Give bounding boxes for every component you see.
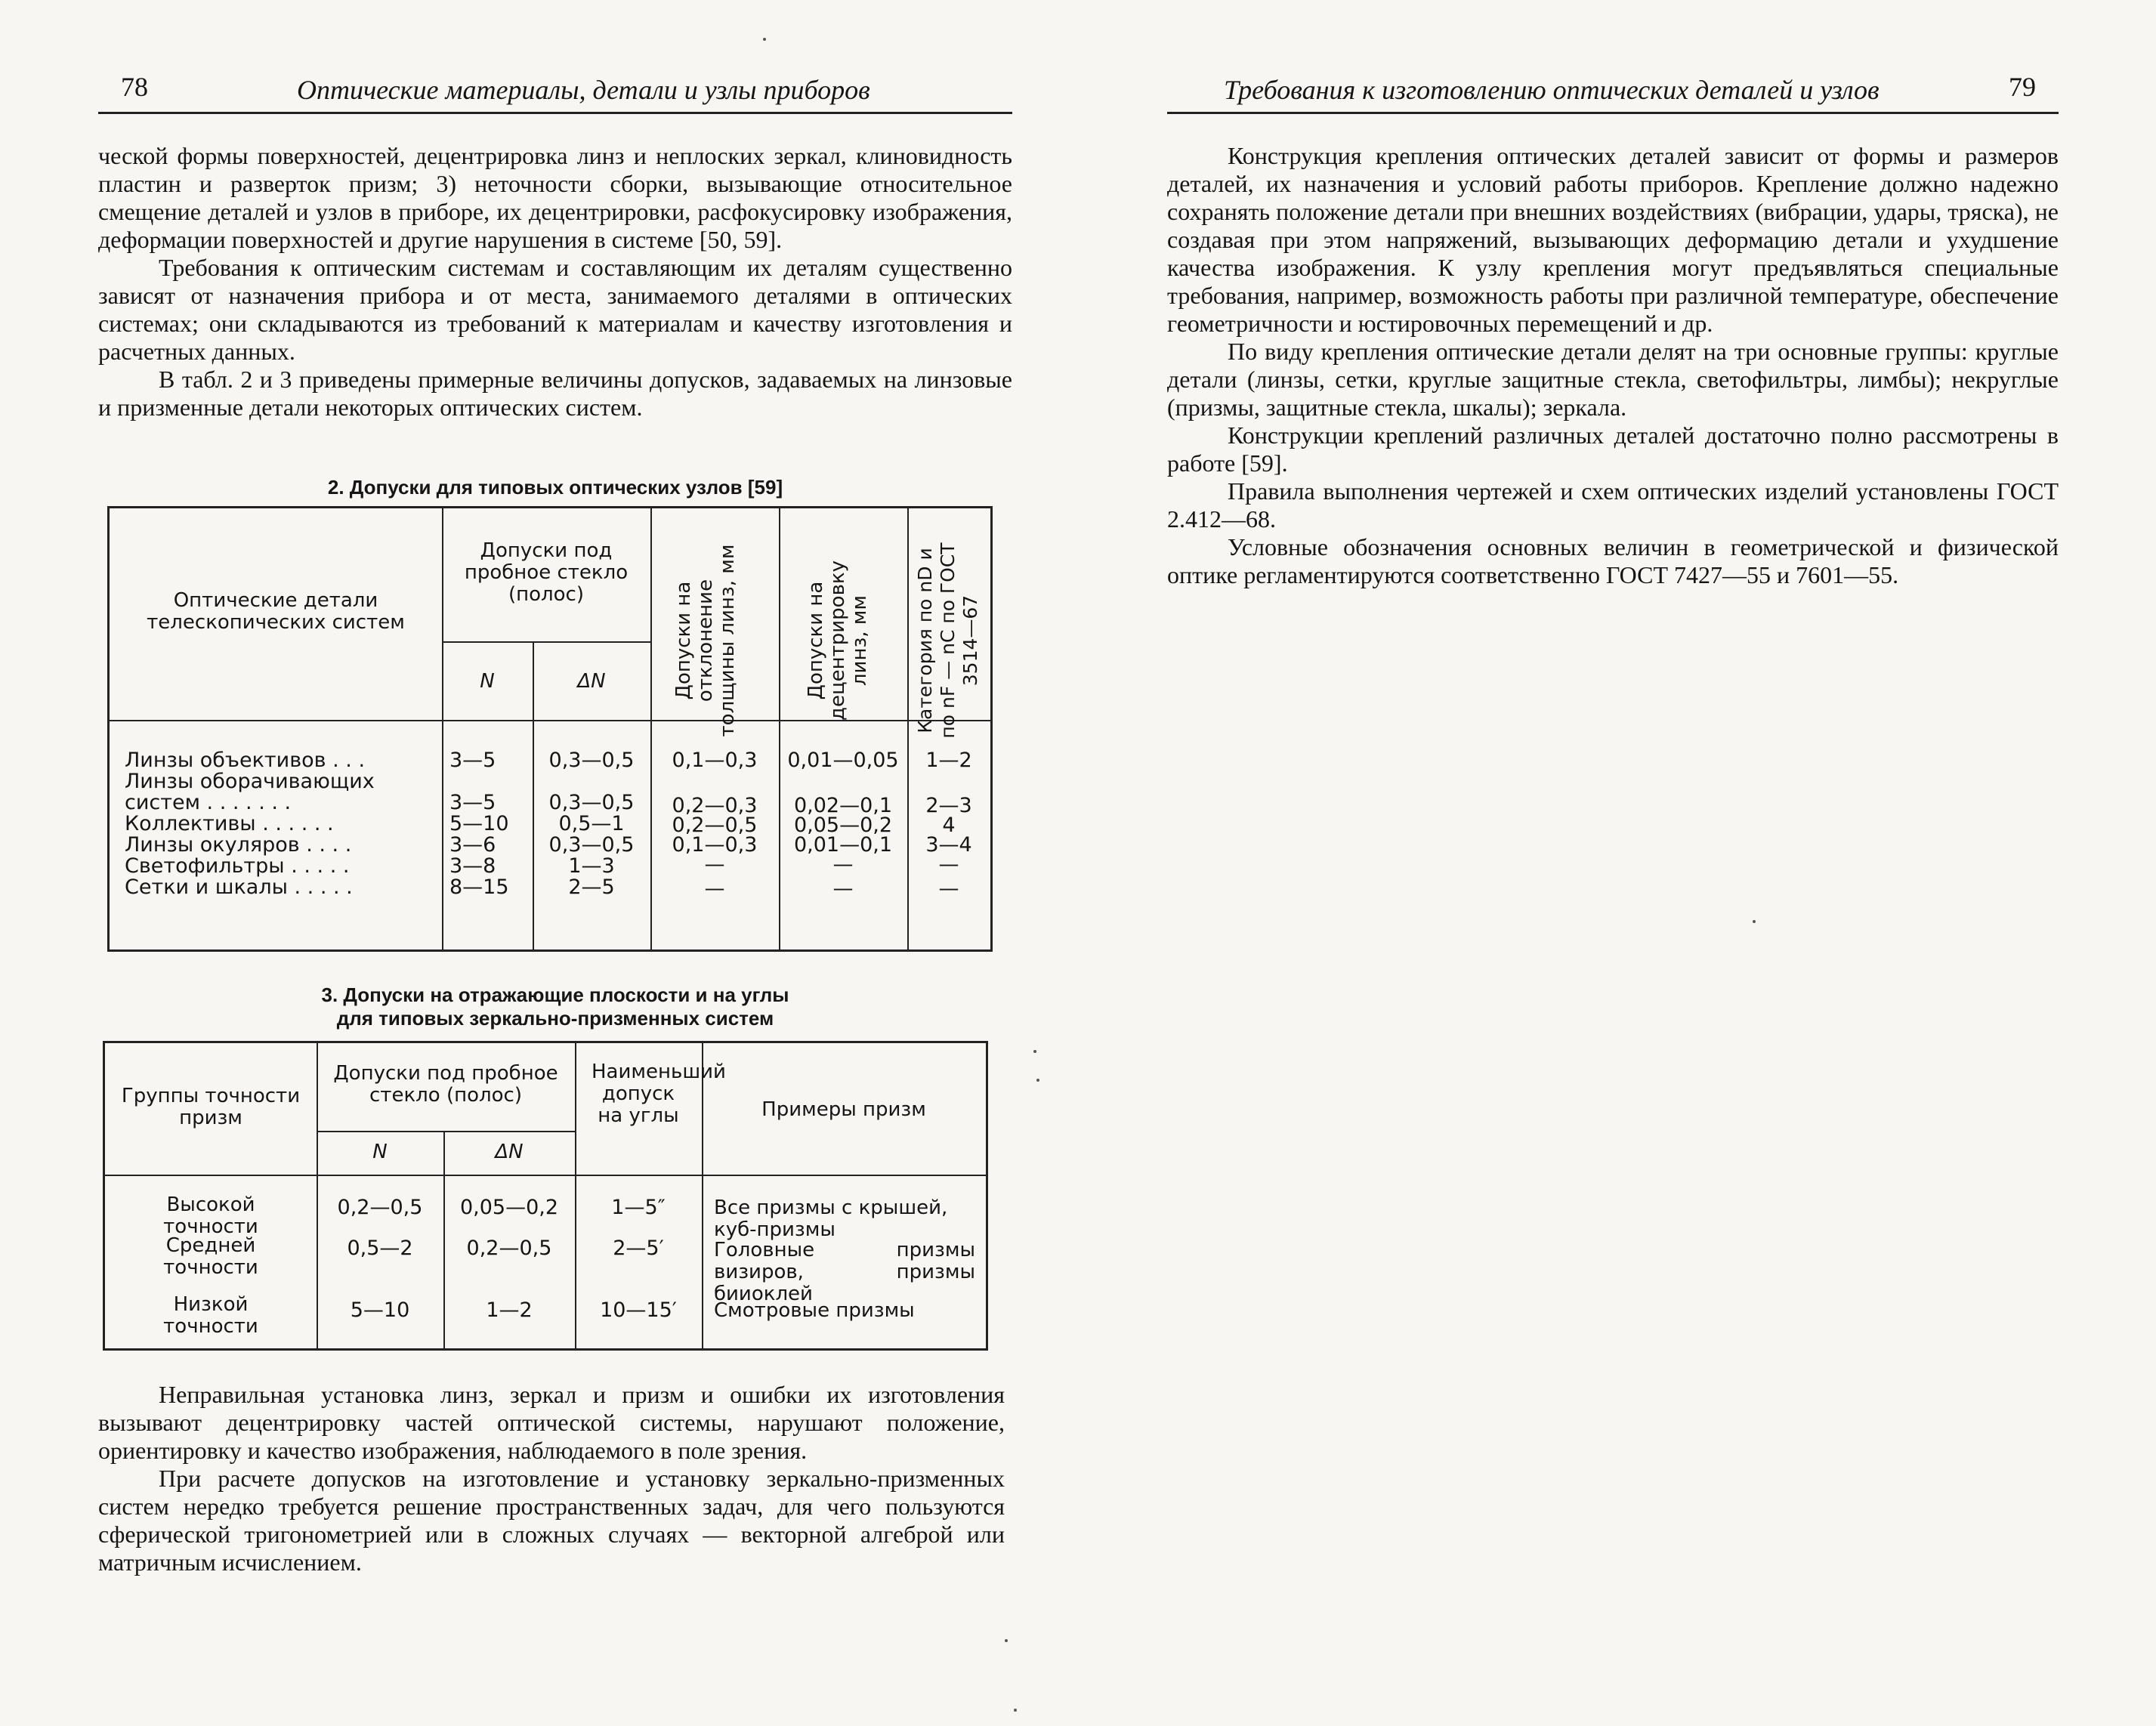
cell-dn: 1—2 bbox=[486, 1298, 533, 1322]
page-number: 79 bbox=[2009, 72, 2036, 102]
header-category: Категория по nD и по nF — nC по ГОСТ 3514—67 bbox=[914, 542, 981, 739]
row-leader: . . . bbox=[326, 749, 366, 772]
row-name: Линзы окуляров bbox=[125, 833, 300, 857]
row-leader: . . . . bbox=[299, 833, 352, 857]
right-page-header bbox=[1167, 66, 2059, 114]
paragraph: При расчете допусков на изготовление и установку зеркально-призменных систем нередко требуется решение пространственных задач, для чего пользуются сферической тригонометрией или в сложных случаях — векторной алгеброй или матричным исчислением. bbox=[98, 1465, 1005, 1576]
table-row bbox=[125, 877, 353, 898]
row-name: Светофильтры bbox=[125, 854, 285, 878]
scan-speck bbox=[1753, 920, 1756, 923]
header-n: N bbox=[372, 1141, 388, 1163]
cell-n: 3—6 bbox=[449, 833, 496, 857]
cell-decentering: 0,02—0,1 bbox=[793, 794, 893, 817]
cell-thickness: 0,2—0,5 bbox=[672, 814, 758, 837]
cell-decentering: — bbox=[832, 853, 854, 876]
scan-speck bbox=[1014, 1709, 1017, 1712]
cell-thickness: — bbox=[704, 853, 725, 876]
caption-line: 3. Допуски на отражающие плоскости и на углы bbox=[321, 983, 789, 1006]
scan-speck bbox=[1033, 1050, 1036, 1053]
left-page bbox=[98, 0, 1012, 1726]
cell-examples: Головные призмы визиров, призмы бииоклей bbox=[714, 1239, 975, 1305]
header-groups: Группы точности призм bbox=[121, 1085, 301, 1129]
left-page-header bbox=[98, 66, 1012, 114]
cell-angle: 2—5′ bbox=[613, 1237, 664, 1260]
header-test-glass: Допуски под пробное стекло (полос) bbox=[464, 539, 629, 606]
cell-decentering: 0,01—0,05 bbox=[787, 749, 899, 772]
table3-caption bbox=[98, 983, 1012, 1030]
right-page-text bbox=[1167, 142, 2059, 589]
table2 bbox=[107, 506, 993, 952]
paragraph: По виду крепления оптические детали делят на три основные группы: круглые детали (линзы, сетки, круглые защитные стекла, светофильтры, лимбы); некруглые (призмы, защитные стекла, шкалы); зеркала. bbox=[1167, 338, 2059, 421]
cell-dn: 2—5 bbox=[568, 875, 615, 899]
cell-category: 2—3 bbox=[925, 794, 972, 817]
row-leader: . . . . . . . bbox=[199, 791, 292, 814]
scan-speck bbox=[1005, 1639, 1008, 1642]
table2-caption: 2. Допуски для типовых оптических узлов [59] bbox=[327, 476, 783, 499]
cell-category: — bbox=[938, 853, 959, 876]
cell-n: 8—15 bbox=[449, 875, 509, 899]
cell-n: 0,2—0,5 bbox=[337, 1196, 423, 1219]
table-row bbox=[125, 856, 349, 877]
header-dn: ΔN bbox=[577, 670, 606, 693]
cell-n: 5—10 bbox=[350, 1298, 410, 1322]
row-name: Коллективы bbox=[125, 812, 256, 835]
running-head: Требования к изготовлению оптических деталей и узлов bbox=[1224, 75, 1880, 105]
cell-group: Высокой точности bbox=[163, 1193, 258, 1238]
paragraph: Неправильная установка линз, зеркал и призм и ошибки их изготовления вызывают децентрировку частей оптической системы, нарушают положение, ориентировку и качество изображения, наблюдаемого в поле зрения. bbox=[98, 1381, 1005, 1464]
header-test-glass: Допуски под пробное стекло (полос) bbox=[333, 1062, 558, 1107]
cell-thickness: 0,2—0,3 bbox=[672, 794, 758, 817]
table3 bbox=[103, 1041, 988, 1351]
header-angle: Наименьший допуск на углы bbox=[592, 1061, 726, 1127]
paragraph: Условные обозначения основных величин в геометрической и физической оптике регламентируются соответственно ГОСТ 7427—55 и 7601—55. bbox=[1167, 533, 2059, 588]
cell-thickness: — bbox=[704, 877, 725, 900]
cell-thickness: 0,1—0,3 bbox=[672, 749, 758, 772]
row-name: Линзы объективов bbox=[125, 749, 326, 772]
table-row bbox=[125, 814, 334, 835]
row-leader: . . . . . bbox=[284, 854, 350, 878]
scan-speck bbox=[1036, 1079, 1039, 1082]
caption-line: для типовых зеркально-призменных систем bbox=[336, 1007, 774, 1030]
cell-dn: 0,3—0,5 bbox=[548, 791, 635, 814]
table-row bbox=[125, 750, 365, 771]
cell-n: 0,5—2 bbox=[347, 1237, 413, 1260]
row-name: Линзы оборачивающих систем bbox=[125, 770, 375, 814]
closing-text bbox=[98, 1381, 1005, 1576]
cell-angle: 1—5″ bbox=[611, 1196, 666, 1219]
cell-n: 5—10 bbox=[449, 812, 509, 835]
cell-angle: 10—15′ bbox=[600, 1298, 677, 1322]
cell-dn: 0,3—0,5 bbox=[548, 749, 635, 772]
row-leader: . . . . . bbox=[287, 875, 353, 899]
cell-examples: Смотровые призмы bbox=[714, 1299, 915, 1322]
paragraph: Конструкция крепления оптических деталей зависит от формы и размеров деталей, их назначения и условий работы приборов. Крепление должно надежно сохранять положение детали при внешних воздействиях (вибрации, удары, тряска), не создавая при этом напряжений, вызывающих деформацию детали и ухудшение качества изображения. К узлу крепления могут предъявляться специальные требования, например, возможность работы при различной температуре, обеспечение геометричности и юстировочных перемещений и др. bbox=[1167, 142, 2059, 337]
cell-category: 4 bbox=[942, 814, 956, 837]
header-dn: ΔN bbox=[495, 1141, 524, 1163]
cell-decentering: 0,05—0,2 bbox=[793, 814, 893, 837]
header-decentering: Допуски на децентрировку линз, мм bbox=[805, 560, 871, 721]
cell-dn: 0,3—0,5 bbox=[548, 833, 635, 857]
paragraph: В табл. 2 и 3 приведены примерные величины допусков, задаваемых на линзовые и призменные детали некоторых оптических систем. bbox=[98, 366, 1012, 421]
intro-text bbox=[98, 142, 1012, 421]
header-parts: Оптические детали телескопических систем bbox=[147, 589, 405, 634]
header-thickness: Допуски на отклонение толщины линз, мм bbox=[672, 544, 739, 737]
header-examples: Примеры призм bbox=[761, 1098, 926, 1121]
header-n: N bbox=[480, 670, 495, 693]
paragraph: Требования к оптическим системам и составляющим их деталям существенно зависят от назначения прибора и от места, занимаемого деталями в оптических системах; они складываются из требований к материалам и качеству изготовления и расчетных данных. bbox=[98, 254, 1012, 365]
cell-category: — bbox=[938, 877, 959, 900]
row-name: Сетки и шкалы bbox=[125, 875, 288, 899]
table-row bbox=[125, 771, 427, 814]
cell-n: 3—5 bbox=[449, 791, 496, 814]
page-number: 78 bbox=[121, 72, 148, 102]
cell-decentering: 0,01—0,1 bbox=[793, 833, 893, 857]
cell-dn: 0,2—0,5 bbox=[466, 1237, 552, 1260]
cell-category: 1—2 bbox=[925, 749, 972, 772]
scan-speck bbox=[763, 38, 766, 41]
cell-category: 3—4 bbox=[925, 833, 972, 857]
table-row bbox=[125, 835, 351, 856]
cell-thickness: 0,1—0,3 bbox=[672, 833, 758, 857]
paragraph: Конструкции креплений различных деталей достаточно полно рассмотрены в работе [59]. bbox=[1167, 421, 2059, 477]
cell-dn: 0,05—0,2 bbox=[459, 1196, 559, 1219]
row-leader: . . . . . . bbox=[255, 812, 334, 835]
right-page bbox=[1167, 0, 2059, 1726]
running-head: Оптические материалы, детали и узлы приборов bbox=[297, 75, 870, 105]
cell-n: 3—5 bbox=[449, 749, 496, 772]
cell-dn: 0,5—1 bbox=[558, 812, 625, 835]
cell-n: 3—8 bbox=[449, 854, 496, 878]
paragraph: ческой формы поверхностей, децентрировка линз и неплоских зеркал, клиновидность пластин и разверток призм; 3) неточности сборки, вызывающие относительное смещение деталей и узлов в приборе, их децентрировки, расфокусировку изображения, деформации поверхностей и другие нарушения в системе [50, 59]. bbox=[98, 142, 1012, 253]
cell-examples: Все призмы с крышей, куб-призмы bbox=[714, 1196, 948, 1241]
cell-group: Низкой точности bbox=[163, 1293, 258, 1338]
cell-decentering: — bbox=[832, 877, 854, 900]
paragraph: Правила выполнения чертежей и схем оптических изделий установлены ГОСТ 2.412—68. bbox=[1167, 477, 2059, 533]
cell-dn: 1—3 bbox=[568, 854, 615, 878]
cell-group: Средней точности bbox=[163, 1234, 258, 1279]
